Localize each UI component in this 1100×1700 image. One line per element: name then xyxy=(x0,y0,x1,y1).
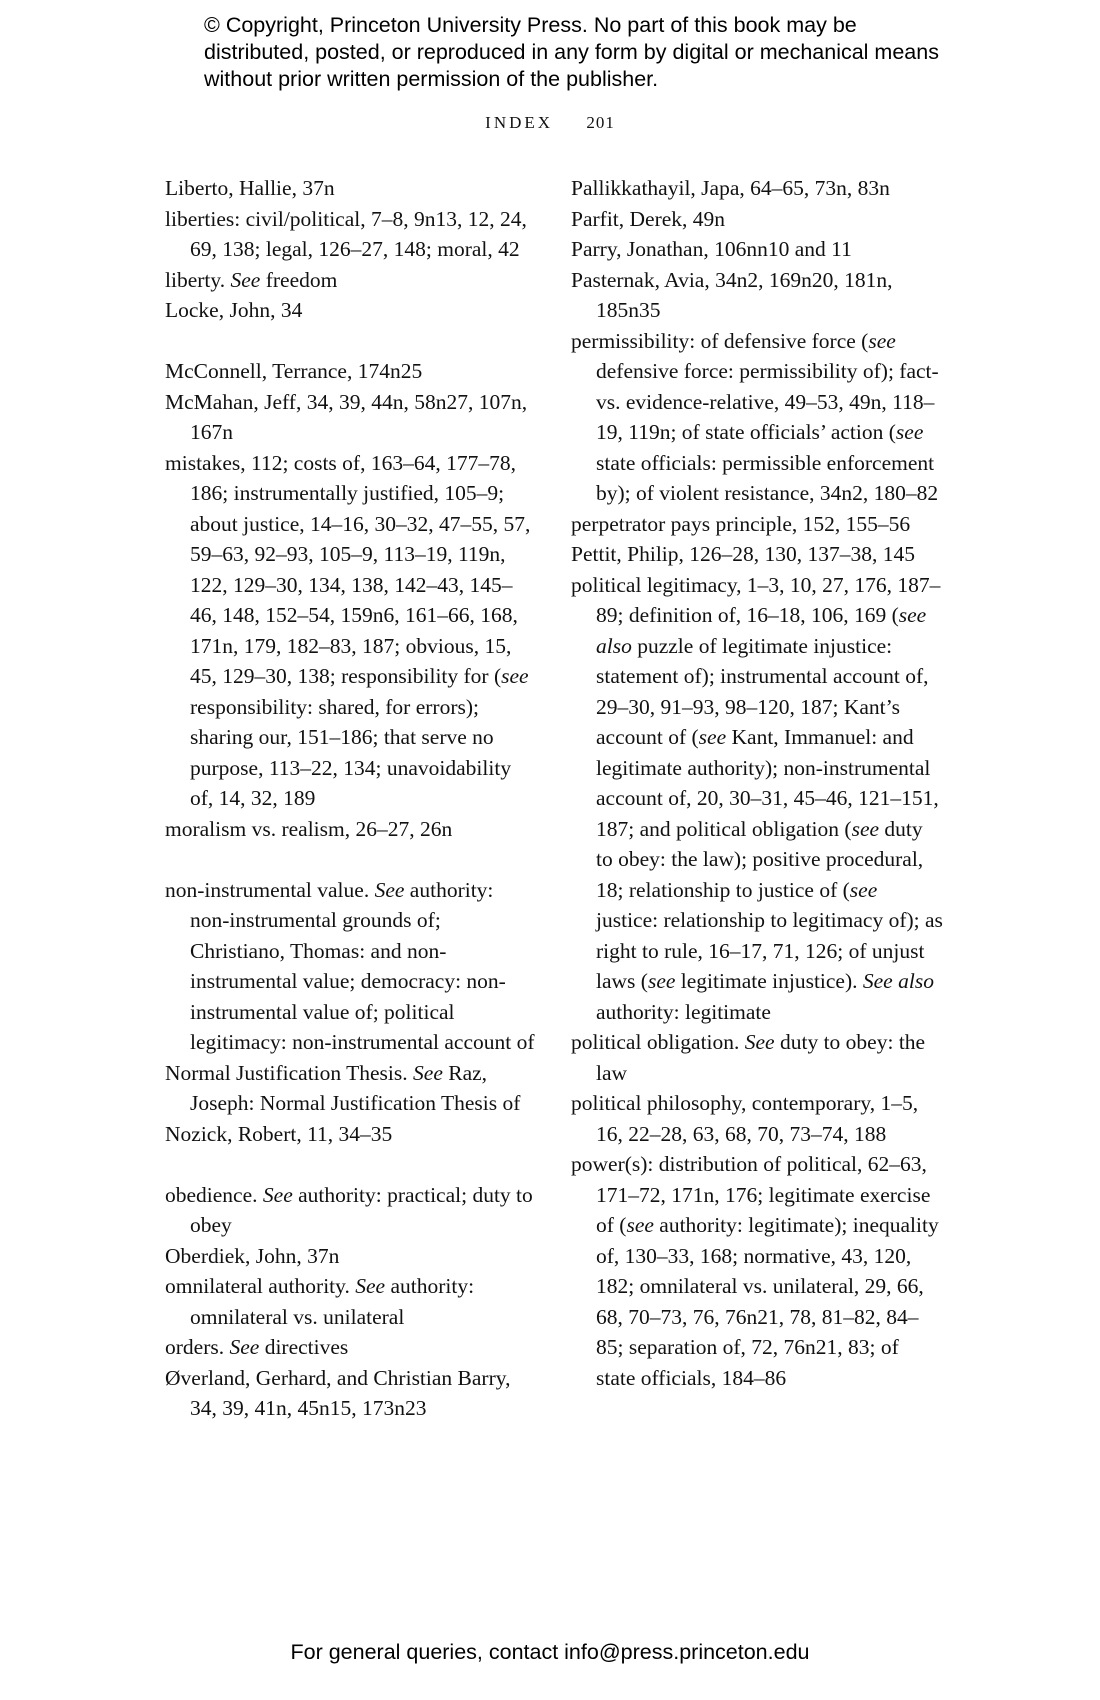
index-entry: political obligation. See duty to obey: the law xyxy=(571,1030,926,1085)
index-entry: mistakes, 112; costs of, 163–64, 177–78, 186; instrumentally justified, 105–9; about justice, 14–16, 30–32, 47–55, 57, 59–63, 92–93, 105–9, 113–19, 119n, 122, 129–30, 134, 138, 142–43, 145–46, 148, 152–54, 159n6, 161–66, 168, 171n, 179, 182–83, 187; obvious, 15, 45, 129–30, 138; responsibility for (see responsibility: shared, for errors); sharing our, 151–186; that serve no purpose, 113–22, 134; unavoidability of, 14, 32, 189 xyxy=(165,450,531,810)
index-entry: Øverland, Gerhard, and Christian Barry, 34, 39, 41n, 45n15, 173n23 xyxy=(165,1365,511,1420)
index-entry: liberty. See freedom xyxy=(165,267,338,292)
index-entry: political philosophy, contemporary, 1–5, 16, 22–28, 63, 68, 70, 73–74, 188 xyxy=(571,1091,919,1146)
index-entry: McMahan, Jeff, 34, 39, 44n, 58n27, 107n, 167n xyxy=(165,389,528,444)
index-column-right xyxy=(571,173,943,1393)
index-entry: Pettit, Philip, 126–28, 130, 137–38, 145 xyxy=(571,542,916,566)
index-entry: moralism vs. realism, 26–27, 26n xyxy=(165,816,453,841)
section-title: INDEX xyxy=(485,113,554,132)
index-entry: omnilateral authority. See authority: omnilateral vs. unilateral xyxy=(165,1274,475,1329)
index-entry: Parfit, Derek, 49n xyxy=(571,206,726,231)
index-entry: liberties: civil/political, 7–8, 9n13, 12, 24, 69, 138; legal, 126–27, 148; moral, 42 xyxy=(165,206,527,261)
index-entry: permissibility: of defensive force (see defensive force: permissibility of); fact- vs. evidence-relative, 49–53, 49n, 118–19, 119n; of state officials’ action (see state officials: permissible enforcement by); of violent resistance, 34n2, 180–82 xyxy=(571,328,939,505)
index-entry: orders. See directives xyxy=(165,1335,349,1359)
index-entry: power(s): distribution of political, 62–63, 171–72, 171n, 176; legitimate exercise of (see authority: legitimate); inequality of, 130–33, 168; normative, 43, 120, 182; omnilateral vs. unilateral, 29, 66, 68, 70–73, 76, 76n21, 78, 81–82, 84–85; separation of, 72, 76n21, 83; of state officials, 184–86 xyxy=(571,1152,939,1390)
footer-contact: For general queries, contact info@press.princeton.edu xyxy=(290,1640,810,1664)
index-entry: Liberto, Hallie, 37n xyxy=(165,176,335,200)
copyright-notice: © Copyright, Princeton University Press. No part of this book may be distributed, posted, or reproduced in any form by digital or mechanical means without prior written permission of the publisher. xyxy=(204,13,939,91)
index-column-left xyxy=(165,173,537,1424)
index-entry: non-instrumental value. See authority: non-instrumental grounds of; Christiano, Thomas: and non-instrumental value; democracy: non-instrumental value of; political legitimacy: non-instrumental account of xyxy=(165,877,535,1054)
index-entry: Pallikkathayil, Japa, 64–65, 73n, 83n xyxy=(571,176,890,200)
index-entry: political legitimacy, 1–3, 10, 27, 176, 187–89; definition of, 16–18, 106, 169 (see also puzzle of legitimate injustice: statement of); instrumental account of, 29–30, 91–93, 98–120, 187; Kant’s account of (see Kant, Immanuel: and legitimate authority); non-instrumental account of, 20, 30–31, 45–46, 121–151, 187; and political obligation (see duty to obey: the law); positive procedural, 18; relationship to justice of (see justice: relationship to legitimacy of); as right to rule, 16–17, 71, 126; of unjust laws (see legitimate injustice). See also authority: legitimate xyxy=(571,572,943,1024)
index-entry: Locke, John, 34 xyxy=(165,298,303,322)
index-entry: obedience. See authority: practical; duty to obey xyxy=(165,1182,533,1237)
index-entry: Normal Justification Thesis. See Raz, Joseph: Normal Justification Thesis of xyxy=(165,1060,521,1115)
index-entry: Oberdiek, John, 37n xyxy=(165,1243,340,1268)
index-entry: McConnell, Terrance, 174n25 xyxy=(165,359,423,383)
page-number: 201 xyxy=(586,113,615,132)
index-entry: perpetrator pays principle, 152, 155–56 xyxy=(571,511,911,536)
index-entry: Parry, Jonathan, 106nn10 and 11 xyxy=(571,237,852,261)
index-entry: Nozick, Robert, 11, 34–35 xyxy=(165,1121,393,1146)
running-head xyxy=(0,113,1100,133)
index-entry: Pasternak, Avia, 34n2, 169n20, 181n, 185n35 xyxy=(571,267,893,322)
